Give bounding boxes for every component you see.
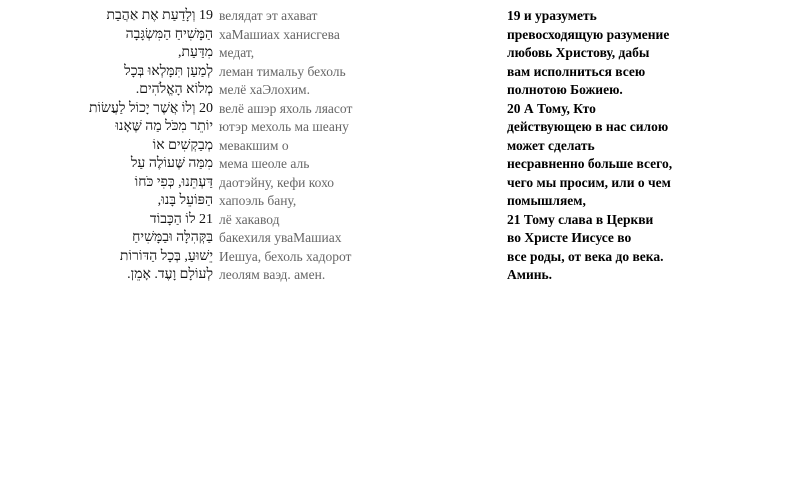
hebrew-line: יוֹתֵר מִכֹּל מַה שֶּׁאָנוּ <box>115 119 213 134</box>
russian-line: несравненно больше всего, <box>507 156 673 171</box>
hebrew-text-column <box>60 7 213 285</box>
transliteration-line: мевакшим о <box>219 137 289 153</box>
hebrew-line: מִמַּה שֶּׁעוֹלֶה עַל <box>130 156 213 171</box>
hebrew-line: בַּקְּהִלָּה וּבַמָּשִׁיחַ <box>132 230 213 245</box>
russian-line: все роды, от века до века. <box>507 248 664 264</box>
hebrew-line: הַמָּשִׁיחַ הַמִּשְׂגָּבָה <box>125 26 213 42</box>
hebrew-line: מְלוֹא הָאֱלֹהִים. <box>135 82 213 97</box>
hebrew-line: יֵשׁוּעַ, בְּכָל הַדּוֹרוֹת <box>119 248 213 264</box>
russian-line: чего мы просим, или о чем <box>507 174 671 190</box>
transliteration-column <box>219 7 409 285</box>
russian-line: помышляем, <box>507 193 586 208</box>
russian-line: 19 и уразуметь <box>507 8 597 23</box>
transliteration-line: ютэр мехоль ма шеану <box>219 119 349 134</box>
hebrew-line: 19 וְלָדַעַת אֶת אַהֲבַת <box>106 8 213 23</box>
transliteration-line: бакехиля уваМашиах <box>219 230 342 245</box>
transliteration-line: леман тимальу бехоль <box>219 63 346 79</box>
hebrew-line: לְמַעַן תִּמָּלְאוּ בְּכָל <box>124 63 213 79</box>
transliteration-line: медат, <box>219 45 255 60</box>
transliteration-line: лё хакавод <box>219 211 280 227</box>
transliteration-line: хапоэль бану, <box>219 193 297 208</box>
transliteration-line: даотэйну, кефи кохо <box>219 174 335 190</box>
transliteration-line: велё ашэр яхоль ляасот <box>219 100 353 116</box>
hebrew-line: הַפּוֹעֵל בָּנוּ, <box>157 193 213 208</box>
transliteration-line: хаМашиах ханисгева <box>219 26 340 42</box>
russian-line: Аминь. <box>507 267 553 282</box>
hebrew-line: 21 לוֹ הַכָּבוֹד <box>149 211 213 227</box>
russian-line: полнотою Божиею. <box>507 82 623 97</box>
hebrew-line: מְבַקְשִׁים אוֹ <box>152 137 213 153</box>
hebrew-line: לְעוֹלָם וָעֶד. אָמֵן. <box>127 267 213 282</box>
russian-line: во Христе Иисусе во <box>507 230 632 245</box>
russian-line: действующею в нас силою <box>507 119 669 134</box>
transliteration-line: мема шеоле аль <box>219 156 310 171</box>
transliteration-line: велядат эт ахават <box>219 8 318 23</box>
hebrew-line: מִדַּעַת, <box>178 45 213 60</box>
russian-translation-column <box>507 7 707 285</box>
hebrew-line: דַּעְתֵּנוּ, כְּפִי כֹּחוֹ <box>134 174 213 190</box>
transliteration-line: Иешуа, бехоль хадорот <box>219 248 352 264</box>
russian-line: 20 А Тому, Кто <box>507 100 596 116</box>
russian-line: любовь Христову, дабы <box>507 45 650 60</box>
russian-line: 21 Тому слава в Церкви <box>507 211 654 227</box>
transliteration-line: мелё хаЭлохим. <box>219 82 310 97</box>
russian-line: может сделать <box>507 137 595 153</box>
transliteration-line: леолям ваэд. амен. <box>219 267 326 282</box>
russian-line: превосходящую разумение <box>507 26 670 42</box>
hebrew-line: 20 וְלוֹ אֲשֶׁר יָכוֹל לַעֲשׂוֹת <box>88 100 213 116</box>
russian-line: вам исполниться всею <box>507 63 646 79</box>
